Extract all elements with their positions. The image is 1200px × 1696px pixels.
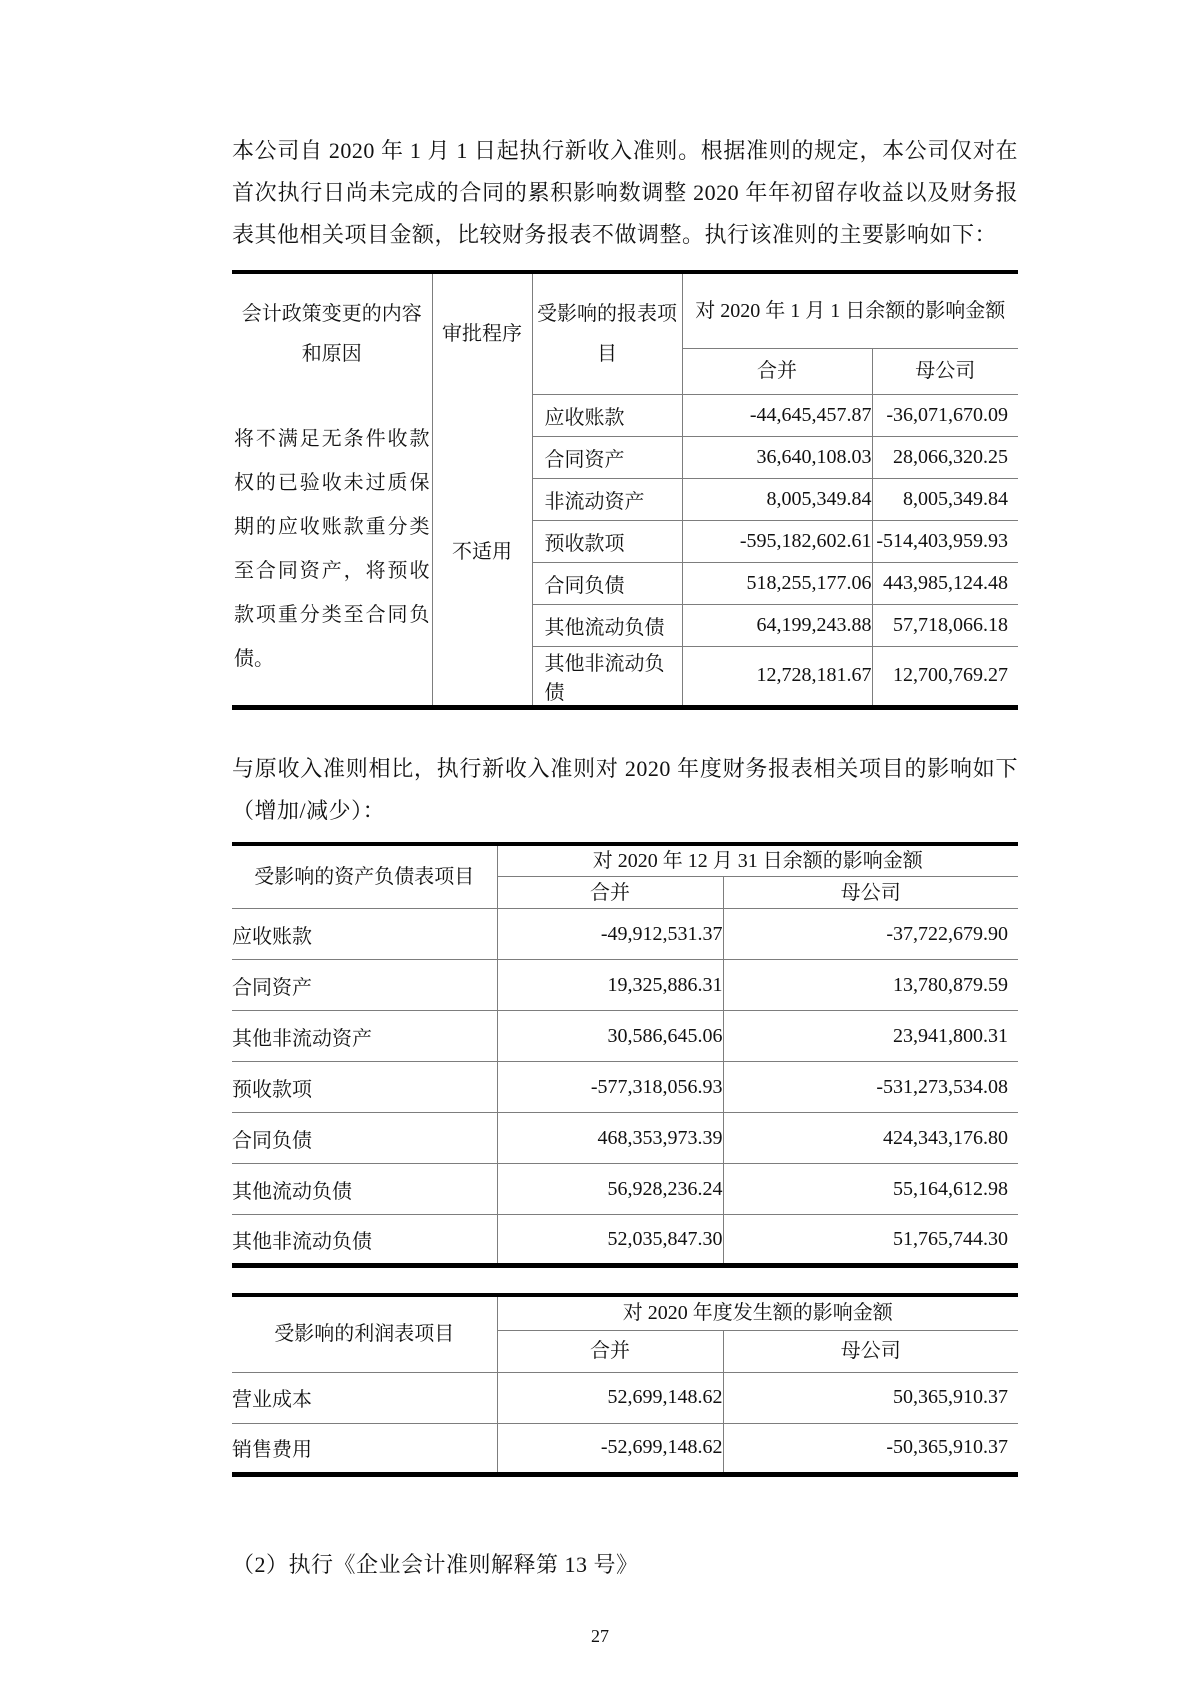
approval-cell: 不适用: [432, 394, 532, 707]
column-header-consolidated: 合并: [497, 877, 723, 909]
parent-cell: 50,365,910.37: [723, 1372, 1018, 1423]
parent-cell: 23,941,800.31: [723, 1011, 1018, 1062]
parent-cell: 443,985,124.48: [872, 562, 1018, 604]
item-cell: 其他非流动负债: [532, 646, 682, 707]
parent-cell: 55,164,612.98: [723, 1164, 1018, 1215]
column-header-impact-title: 对 2020 年 12 月 31 日余额的影响金额: [497, 844, 1018, 877]
parent-cell: 57,718,066.18: [872, 604, 1018, 646]
consolidated-cell: 19,325,886.31: [497, 960, 723, 1011]
column-header-impact-title: 对 2020 年度发生额的影响金额: [497, 1295, 1018, 1330]
consolidated-cell: -595,182,602.61: [682, 520, 872, 562]
column-header-content-reason: 会计政策变更的内容和原因: [232, 272, 432, 394]
table-row: [232, 1062, 1018, 1113]
column-header-approval: 审批程序: [432, 272, 532, 394]
parent-cell: -514,403,959.93: [872, 520, 1018, 562]
column-header-consolidated: 合并: [497, 1330, 723, 1372]
table-row: [232, 909, 1018, 960]
parent-cell: 51,765,744.30: [723, 1215, 1018, 1266]
item-cell: 其他流动负债: [232, 1164, 497, 1215]
parent-cell: -37,722,679.90: [723, 909, 1018, 960]
parent-cell: 424,343,176.80: [723, 1113, 1018, 1164]
parent-cell: 8,005,349.84: [872, 478, 1018, 520]
table-row: [232, 1164, 1018, 1215]
consolidated-cell: -577,318,056.93: [497, 1062, 723, 1113]
consolidated-cell: 12,728,181.67: [682, 646, 872, 707]
column-header-consolidated: 合并: [682, 348, 872, 394]
item-cell: 其他流动负债: [532, 604, 682, 646]
consolidated-cell: 64,199,243.88: [682, 604, 872, 646]
consolidated-cell: 56,928,236.24: [497, 1164, 723, 1215]
income-statement-impact-table: [232, 1293, 1018, 1477]
consolidated-cell: 30,586,645.06: [497, 1011, 723, 1062]
column-header-affected-items: 受影响的利润表项目: [232, 1295, 497, 1372]
column-header-affected-items: 受影响的资产负债表项目: [232, 844, 497, 909]
column-header-affected-items: 受影响的报表项目: [532, 272, 682, 394]
consolidated-cell: 518,255,177.06: [682, 562, 872, 604]
parent-cell: -50,365,910.37: [723, 1423, 1018, 1474]
consolidated-cell: 52,699,148.62: [497, 1372, 723, 1423]
intro-paragraph: 本公司自 2020 年 1 月 1 日起执行新收入准则。根据准则的规定，本公司仅对在首次执行日尚未完成的合同的累积影响数调整 2020 年年初留存收益以及财务报表其他相关项目金额，比较财务报表不做调整。执行该准则的主要影响如下：: [232, 138, 1018, 247]
item-cell: 预收款项: [232, 1062, 497, 1113]
item-cell: 其他非流动资产: [232, 1011, 497, 1062]
table-row: [232, 394, 1018, 436]
consolidated-cell: 8,005,349.84: [682, 478, 872, 520]
table-row: [232, 1113, 1018, 1164]
column-header-parent: 母公司: [723, 1330, 1018, 1372]
column-header-parent: 母公司: [872, 348, 1018, 394]
parent-cell: -531,273,534.08: [723, 1062, 1018, 1113]
table-row: [232, 1215, 1018, 1266]
consolidated-cell: -52,699,148.62: [497, 1423, 723, 1474]
item-cell: 其他非流动负债: [232, 1215, 497, 1266]
consolidated-cell: 52,035,847.30: [497, 1215, 723, 1266]
table-row: [232, 1011, 1018, 1062]
item-cell: 合同负债: [532, 562, 682, 604]
item-cell: 销售费用: [232, 1423, 497, 1474]
page-number: 27: [591, 1626, 609, 1646]
consolidated-cell: -49,912,531.37: [497, 909, 723, 960]
column-header-parent: 母公司: [723, 877, 1018, 909]
item-cell: 合同负债: [232, 1113, 497, 1164]
parent-cell: 28,066,320.25: [872, 436, 1018, 478]
parent-cell: -36,071,670.09: [872, 394, 1018, 436]
table-row: [232, 1372, 1018, 1423]
item-cell: 应收账款: [532, 394, 682, 436]
item-cell: 合同资产: [532, 436, 682, 478]
table-row: [232, 1423, 1018, 1474]
change-description-cell: 将不满足无条件收款权的已验收未过质保期的应收账款重分类至合同资产，将预收款项重分类至合同负债。: [232, 394, 432, 707]
table-row: [232, 960, 1018, 1011]
comparison-paragraph: 与原收入准则相比，执行新收入准则对 2020 年度财务报表相关项目的影响如下（增加/减少）：: [232, 756, 1018, 823]
item-cell: 预收款项: [532, 520, 682, 562]
parent-cell: 12,700,769.27: [872, 646, 1018, 707]
consolidated-cell: 468,353,973.39: [497, 1113, 723, 1164]
item-cell: 非流动资产: [532, 478, 682, 520]
balance-sheet-impact-table: [232, 842, 1018, 1268]
consolidated-cell: 36,640,108.03: [682, 436, 872, 478]
accounting-policy-change-table: [232, 270, 1018, 710]
consolidated-cell: -44,645,457.87: [682, 394, 872, 436]
item-cell: 合同资产: [232, 960, 497, 1011]
item-cell: 应收账款: [232, 909, 497, 960]
section-2-heading: （2）执行《企业会计准则解释第 13 号》: [232, 1552, 639, 1577]
parent-cell: 13,780,879.59: [723, 960, 1018, 1011]
column-header-impact-title: 对 2020 年 1 月 1 日余额的影响金额: [682, 272, 1018, 348]
item-cell: 营业成本: [232, 1372, 497, 1423]
